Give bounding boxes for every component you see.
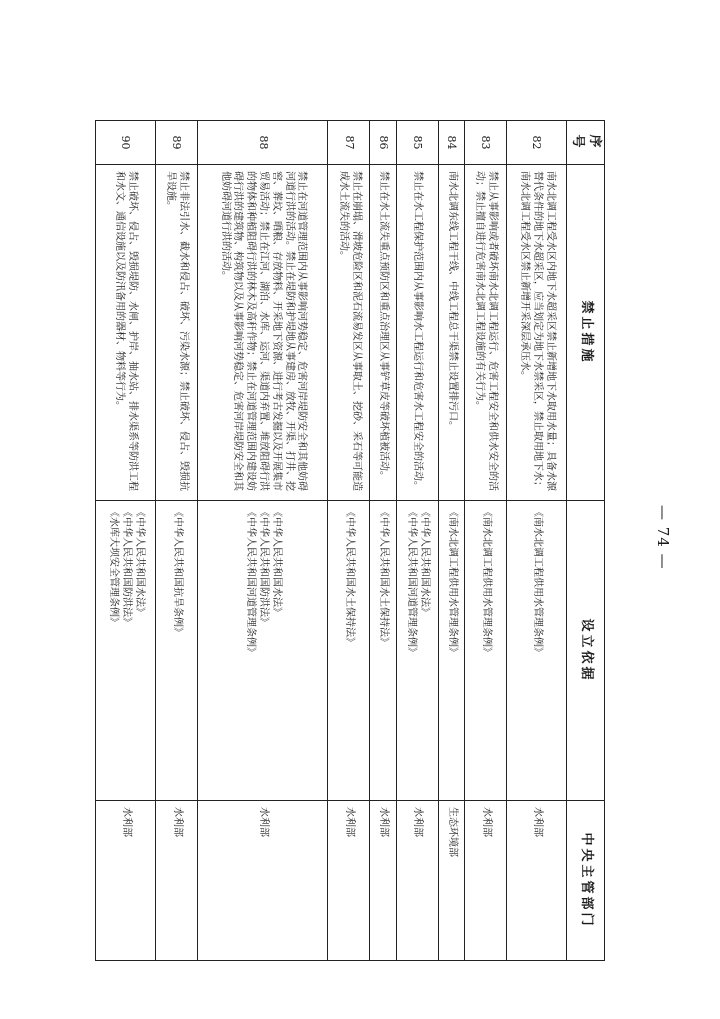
row-dept: 水利部 — [464, 801, 506, 961]
row-seq: 86 — [370, 121, 396, 165]
row-basis — [328, 501, 370, 801]
page-number-text: — 74 — — [654, 505, 672, 570]
header-measure: 禁止措施 — [566, 165, 604, 501]
row-basis — [438, 501, 464, 801]
row-seq: 85 — [396, 121, 438, 165]
table-row — [96, 121, 156, 961]
basis-line: 《中华人民共和国河道管理条例》 — [245, 507, 257, 657]
basis-line: 《南水北调工程供用水管理条例》 — [480, 507, 492, 657]
row-basis — [155, 501, 197, 801]
table-row — [328, 121, 370, 961]
table-row — [396, 121, 438, 961]
table-row — [155, 121, 197, 961]
table-row — [197, 121, 327, 961]
basis-line: 《中华人民共和国抗旱条例》 — [171, 507, 183, 637]
table-row — [464, 121, 506, 961]
rotated-page — [95, 120, 605, 960]
row-seq: 84 — [438, 121, 464, 165]
row-dept: 水利部 — [370, 801, 396, 961]
row-seq: 89 — [155, 121, 197, 165]
basis-line: 《中华人民共和国河道管理条例》 — [406, 507, 418, 657]
row-dept: 水利部 — [96, 801, 156, 961]
row-dept: 水利部 — [197, 801, 327, 961]
row-basis — [464, 501, 506, 801]
basis-line: 《中华人民共和国水法》 — [270, 507, 282, 617]
basis-line: 《中华人民共和国防洪法》 — [257, 507, 269, 627]
header-dept: 中央主管部门 — [566, 801, 604, 961]
header-seq: 序号 — [566, 121, 604, 165]
basis-line: 《中华人民共和国水土保持法》 — [344, 507, 356, 647]
row-measure: 禁止非法引水、截水和侵占、破坏、污染水源；禁止破坏、侵占、毁损抗旱设施。 — [155, 165, 197, 501]
row-seq: 82 — [507, 121, 567, 165]
page-number — [650, 505, 680, 570]
row-dept: 水利部 — [396, 801, 438, 961]
row-measure: 禁止破坏、侵占、毁损堤防、水闸、护岸、抽水站、排水渠系等防洪工程和水文、通信设施以及防汛备用的器材、物料等行为。 — [96, 165, 156, 501]
table-row — [438, 121, 464, 961]
row-measure: 禁止从事影响或者破坏南水北调工程运行、危害工程安全和供水安全的活动；禁止擅自进行危害南水北调工程设施的有关行为。 — [464, 165, 506, 501]
row-basis — [370, 501, 396, 801]
row-seq: 90 — [96, 121, 156, 165]
basis-line: 《中华人民共和国水土保持法》 — [378, 507, 390, 647]
basis-line: 《中华人民共和国水法》 — [133, 507, 145, 617]
table-row — [370, 121, 396, 961]
row-measure: 禁止在水工程保护范围内从事影响水工程运行和危害水工程安全的活动。 — [396, 165, 438, 501]
table-header-row — [566, 121, 604, 961]
row-measure: 禁止在崩塌、滑坡危险区和泥石流易发区从事取土、挖砂、采石等可能造成水土流失的活动。 — [328, 165, 370, 501]
row-measure: 南水北调工程受水区内地下水超采区禁止新增地下水取用水量；具备水源替代条件的地下水超采区，应当划定为地下水禁采区，禁止取用地下水；南水北调工程受水区禁止新增开采深层承压水。 — [507, 165, 567, 501]
row-measure: 禁止在水土流失重点预防区和重点治理区从事铲草皮等破坏植被活动。 — [370, 165, 396, 501]
row-dept: 生态环境部 — [438, 801, 464, 961]
row-seq: 87 — [328, 121, 370, 165]
row-basis — [197, 501, 327, 801]
row-basis — [396, 501, 438, 801]
basis-line: 《中华人民共和国水法》 — [418, 507, 430, 617]
basis-line: 《南水北调工程供用水管理条例》 — [531, 507, 543, 657]
table-row — [507, 121, 567, 961]
prohibition-table — [95, 120, 605, 961]
row-basis — [96, 501, 156, 801]
row-measure: 禁止在河道管理范围内从事影响河势稳定、危害河岸堤防安全和其他妨碍河道行洪的活动。禁止在堤防和护堤地从事建房、放牧、开渠、打井、挖窖、葬坟、晒粮、存放物料、开采地下资源、进行考古发掘以及开展集市贸易活动；禁止在江河、湖泊、水库、运河、渠道内弃置、堆放阻碍行洪的物体和种植阻碍行洪的林木及高秆作物；禁止在河道管理范围内建设妨碍行洪的建筑物、构筑物以及从事影响河势稳定、危害河岸堤防安全和其他妨碍河道行洪的活动。 — [197, 165, 327, 501]
row-dept: 水利部 — [507, 801, 567, 961]
header-basis: 设立依据 — [566, 501, 604, 801]
basis-line: 《水库大坝安全管理条例》 — [108, 507, 120, 627]
basis-line: 《南水北调工程供用水管理条例》 — [446, 507, 458, 657]
row-dept: 水利部 — [328, 801, 370, 961]
row-dept: 水利部 — [155, 801, 197, 961]
row-seq: 83 — [464, 121, 506, 165]
row-basis — [507, 501, 567, 801]
row-measure: 南水北调东线工程干线、中线工程总干渠禁止设置排污口。 — [438, 165, 464, 501]
row-seq: 88 — [197, 121, 327, 165]
basis-line: 《中华人民共和国防洪法》 — [120, 507, 132, 627]
